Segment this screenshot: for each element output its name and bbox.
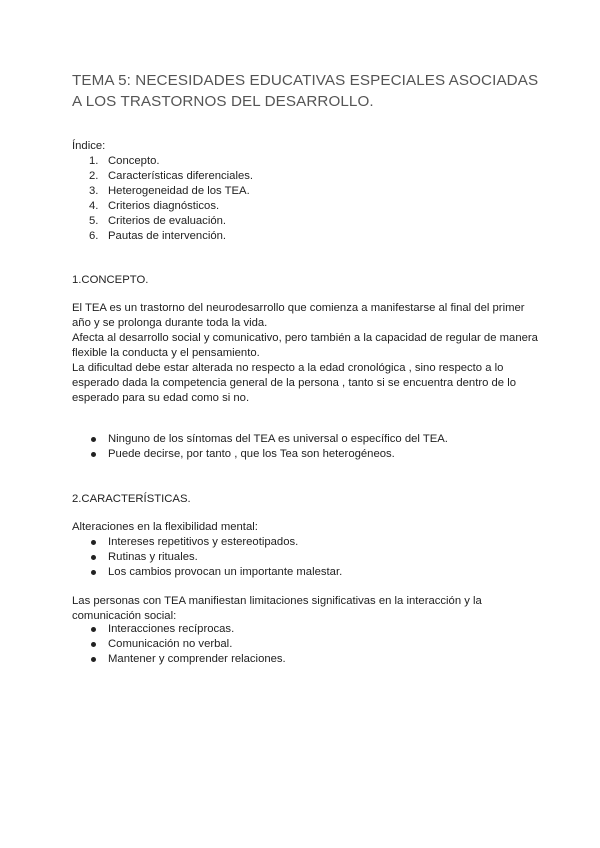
list-item-text: Rutinas y rituales. <box>108 551 198 563</box>
list-item <box>72 199 253 214</box>
list-item <box>72 184 253 199</box>
paragraph: Las personas con TEA manifiestan limitaciones significativas en la interacción y la comunicación social: <box>72 595 482 622</box>
bullet-icon <box>91 437 96 442</box>
index-label: Índice: <box>72 140 106 152</box>
list-item <box>72 652 542 667</box>
concepto-paragraphs <box>72 301 542 406</box>
list-number: 6. <box>89 230 99 242</box>
list-item <box>72 169 253 184</box>
list-item <box>72 535 542 550</box>
list-item-text: Criterios de evaluación. <box>108 215 227 227</box>
bullet-icon <box>91 540 96 545</box>
list-item-text: Concepto. <box>108 155 160 167</box>
list-number: 1. <box>89 155 99 167</box>
list-item-text: Intereses repetitivos y estereotipados. <box>108 536 299 548</box>
flexibility-bullet-list <box>72 535 542 580</box>
list-item <box>72 565 542 580</box>
bullet-icon <box>91 642 96 647</box>
list-item-text: Criterios diagnósticos. <box>108 200 220 212</box>
list-item <box>72 214 253 229</box>
list-item-text: Ninguno de los síntomas del TEA es universal o específico del TEA. <box>108 433 448 445</box>
list-item <box>72 622 542 637</box>
concepto-bullet-list <box>72 432 542 462</box>
document-title: TEMA 5: NECESIDADES EDUCATIVAS ESPECIALES ASOCIADAS A LOS TRASTORNOS DEL DESARROLLO. <box>72 72 539 110</box>
paragraph: La dificultad debe estar alterada no respecto a la edad cronológica , sino respecto a lo esperado dada la competencia general de la persona , tanto si se encuentra dentro de lo esperado para su edad como si no. <box>72 362 517 404</box>
list-item-text: Comunicación no verbal. <box>108 638 233 650</box>
list-number: 5. <box>89 215 99 227</box>
list-item <box>72 229 253 244</box>
list-item <box>72 432 542 447</box>
bullet-icon <box>91 627 96 632</box>
social-bullet-list <box>72 622 542 667</box>
list-item-text: Pautas de intervención. <box>108 230 227 242</box>
list-item <box>72 637 542 652</box>
list-number: 4. <box>89 200 99 212</box>
bullet-icon <box>91 555 96 560</box>
list-item-text: Mantener y comprender relaciones. <box>108 653 286 665</box>
list-item-text: Heterogeneidad de los TEA. <box>108 185 250 197</box>
paragraph: El TEA es un trastorno del neurodesarrollo que comienza a manifestarse al final del primer año y se prolonga durante toda la vida. <box>72 302 525 329</box>
list-item-text: Los cambios provocan un importante malestar. <box>108 566 343 578</box>
list-item <box>72 550 542 565</box>
paragraph: Alteraciones en la flexibilidad mental: <box>72 521 258 533</box>
section-heading-caracteristicas: 2.CARACTERÍSTICAS. <box>72 493 191 505</box>
list-item-text: Interacciones recíprocas. <box>108 623 235 635</box>
bullet-icon <box>91 452 96 457</box>
bullet-icon <box>91 657 96 662</box>
list-item <box>72 447 542 462</box>
section-heading-concepto: 1.CONCEPTO. <box>72 274 149 286</box>
list-item <box>72 154 253 169</box>
index-list <box>72 154 253 244</box>
list-item-text: Puede decirse, por tanto , que los Tea son heterogéneos. <box>108 448 395 460</box>
list-number: 2. <box>89 170 99 182</box>
list-number: 3. <box>89 185 99 197</box>
list-item-text: Características diferenciales. <box>108 170 254 182</box>
bullet-icon <box>91 570 96 575</box>
paragraph: Afecta al desarrollo social y comunicativo, pero también a la capacidad de regular de manera flexible la conducta y el pensamiento. <box>72 332 538 359</box>
